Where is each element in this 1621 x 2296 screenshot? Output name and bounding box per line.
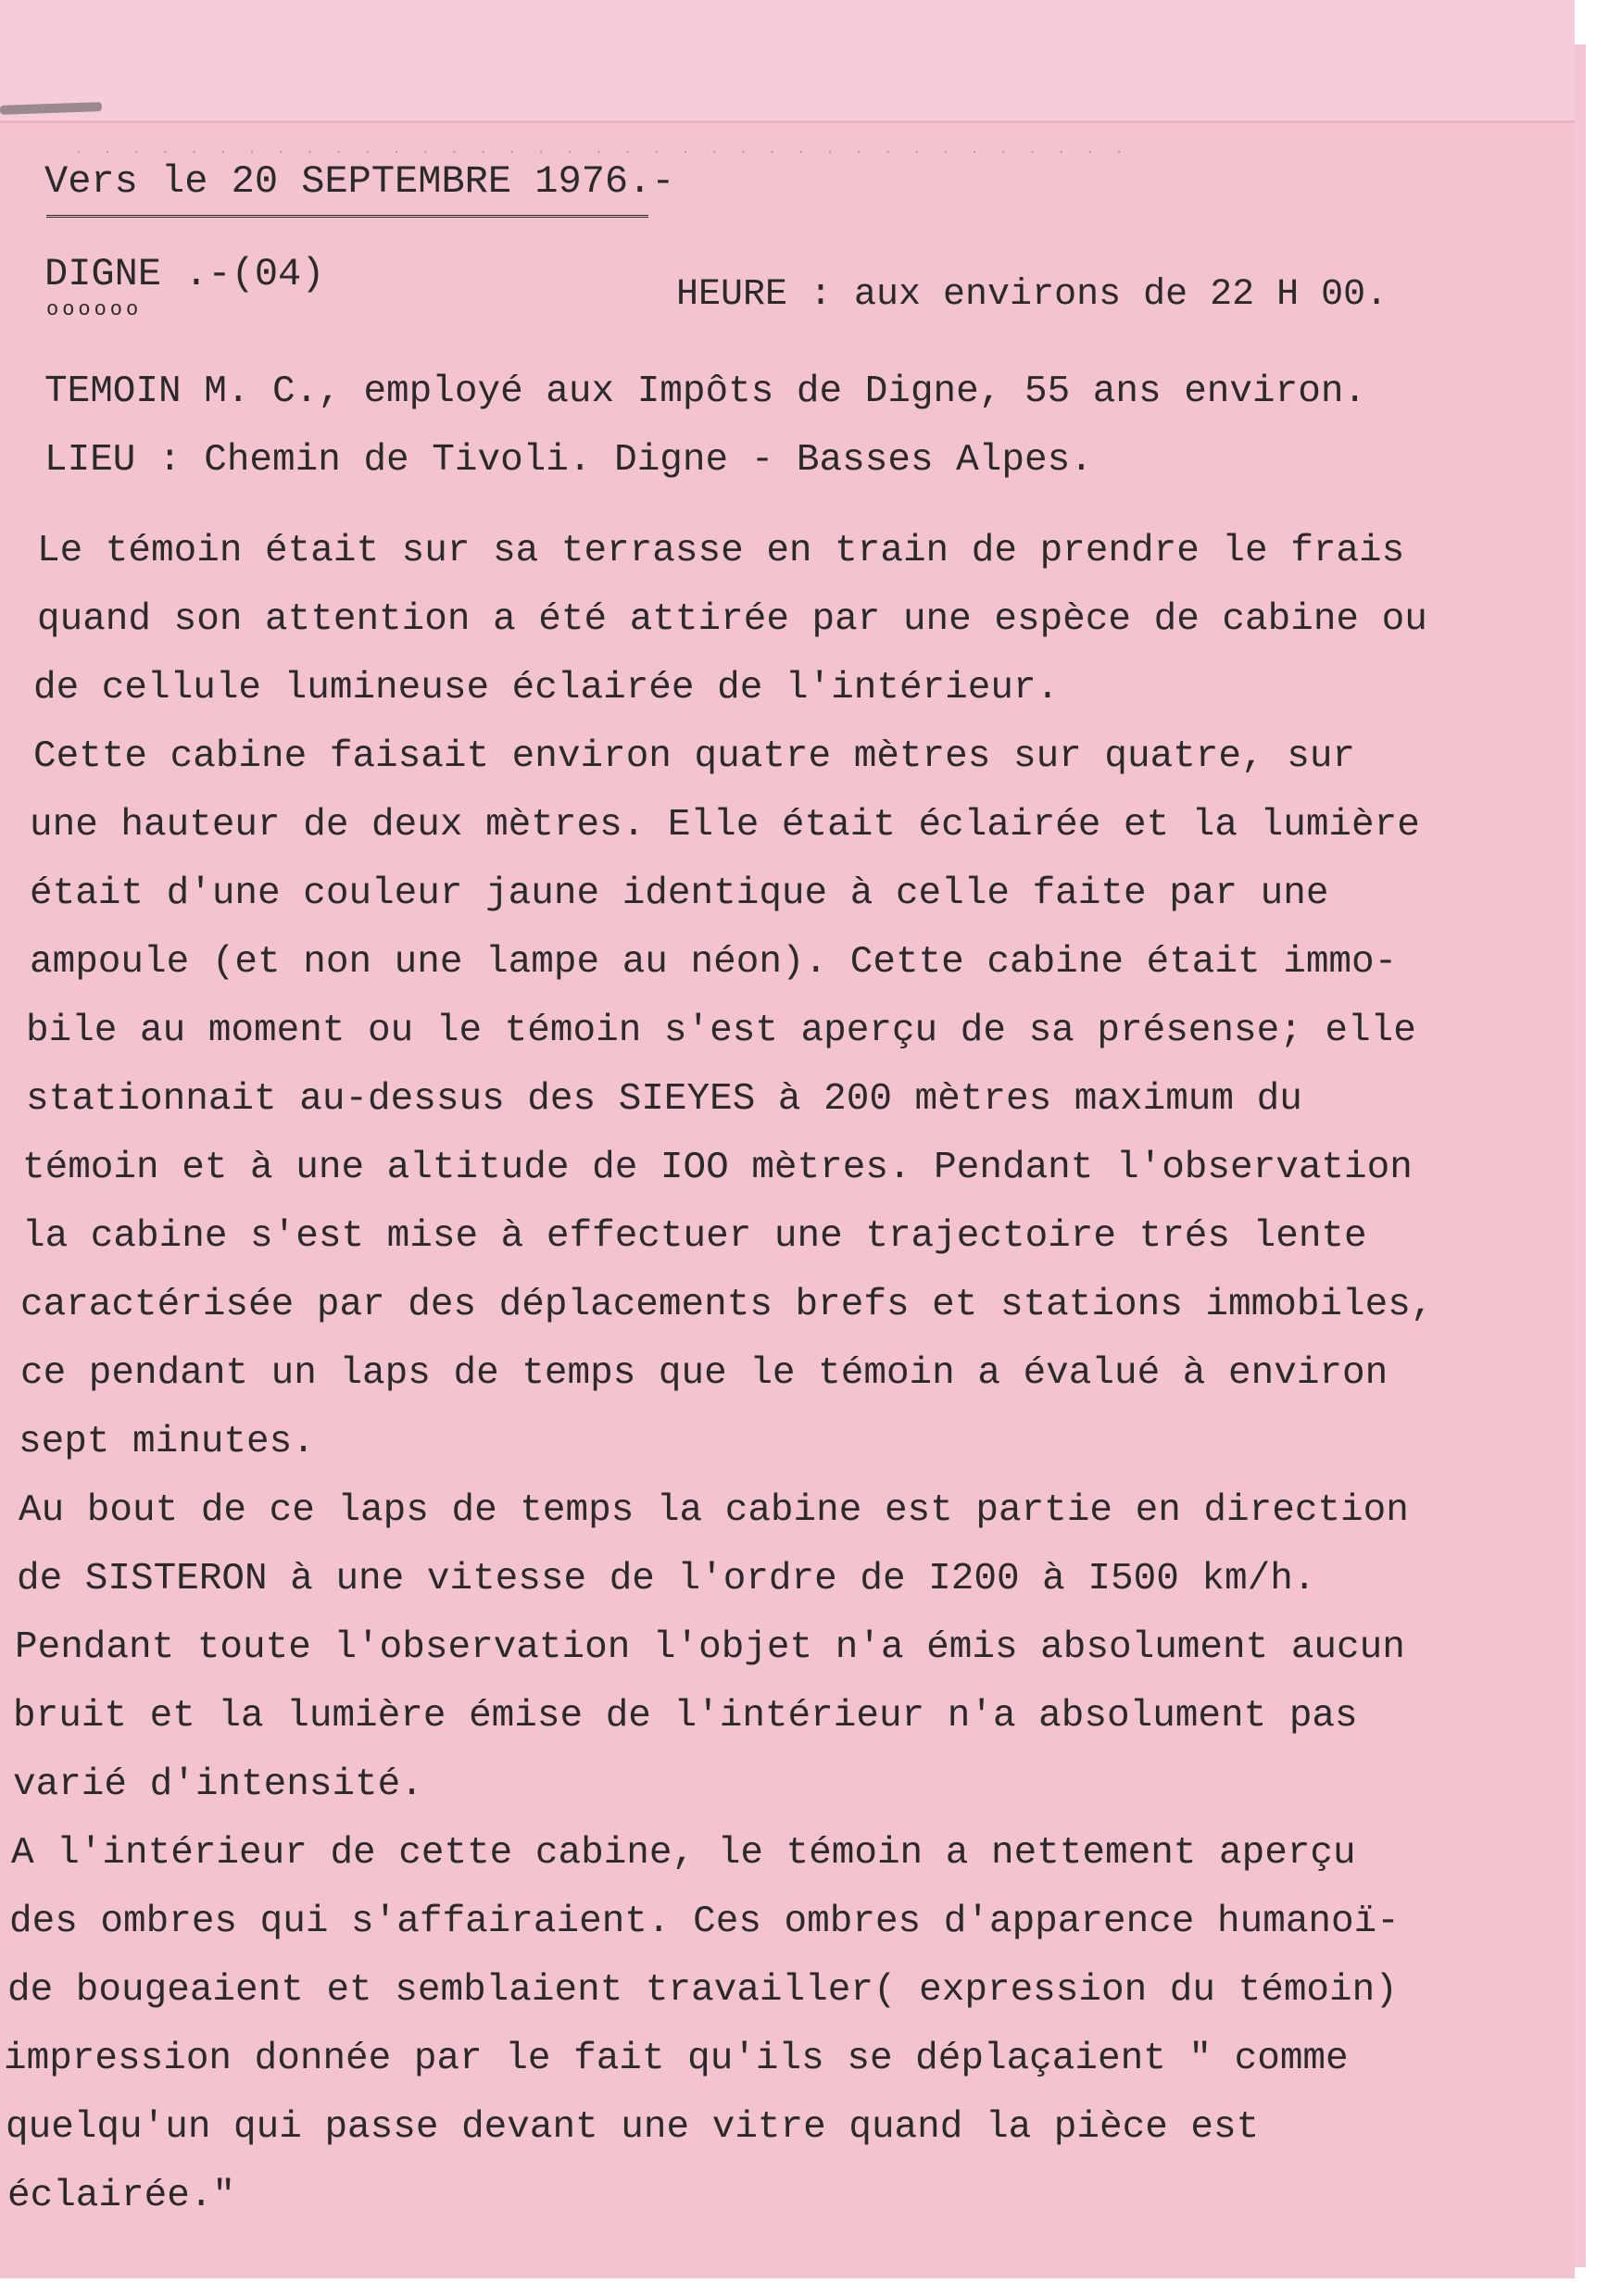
place-heading: DIGNE .-(04): [44, 252, 325, 296]
paper-fold-band: [0, 0, 1575, 123]
body-line: témoin et à une altitude de IOO mètres. Pendant l'observation: [22, 1147, 1413, 1189]
body-line: de SISTERON à une vitesse de l'ordre de I200 à I500 km/h.: [17, 1558, 1316, 1600]
body-line: ce pendant un laps de temps que le témoin a évalué à environ: [20, 1352, 1389, 1395]
date-line: Vers le 20 SEPTEMBRE 1976.-: [44, 159, 675, 204]
location-line: LIEU : Chemin de Tivoli. Digne - Basses Alpes.: [44, 439, 1093, 482]
body-line: impression donnée par le fait qu'ils se déplaçaient " comme: [4, 2038, 1349, 2080]
dotted-guide: . . . . . . . . . . . . . . . . . . . . . . . . . . . . . . . . . . . . .: [74, 141, 1129, 157]
body-line: Le témoin était sur sa terrasse en train de prendre le frais: [37, 530, 1405, 572]
body-line: la cabine s'est mise à effectuer une trajectoire trés lente: [22, 1215, 1367, 1258]
body-line: caractérisée par des déplacements brefs et stations immobiles,: [20, 1284, 1434, 1326]
body-line: bruit et la lumière émise de l'intérieur n'a absolument pas: [13, 1695, 1358, 1738]
body-line: de bougeaient et semblaient travailler( expression du témoin): [7, 1969, 1398, 2012]
body-line: de cellule lumineuse éclairée de l'intérieur.: [33, 667, 1060, 709]
body-line: A l'intérieur de cette cabine, le témoin a nettement aperçu: [11, 1832, 1356, 1875]
body-line: bile au moment ou le témoin s'est aperçu de sa présense; elle: [26, 1010, 1416, 1052]
body-line: stationnait au-dessus des SIEYES à 200 mètres maximum du: [26, 1078, 1302, 1121]
body-line: Pendant toute l'observation l'objet n'a émis absolument aucun: [15, 1626, 1405, 1669]
body-line: des ombres qui s'affairaient. Ces ombres d'apparence humanoï-: [9, 1901, 1400, 1943]
place-underline-mark: oooooo: [46, 298, 143, 321]
body-line: sept minutes.: [19, 1421, 315, 1463]
body-line: une hauteur de deux mètres. Elle était éclairée et la lumière: [30, 804, 1420, 847]
time-line: HEURE : aux environs de 22 H 00.: [676, 274, 1389, 316]
date-underline: [46, 215, 648, 223]
body-line: quand son attention a été attirée par une espèce de cabine ou: [37, 598, 1427, 641]
body-line: varié d'intensité.: [13, 1763, 423, 1806]
witness-line: TEMOIN M. C., employé aux Impôts de Digne, 55 ans environ.: [44, 370, 1367, 413]
body-line: éclairée.": [7, 2175, 236, 2217]
body-line: était d'une couleur jaune identique à celle faite par une: [30, 872, 1329, 915]
body-line: Au bout de ce laps de temps la cabine est partie en direction: [19, 1489, 1409, 1532]
body-line: quelqu'un qui passe devant une vitre quand la pièce est: [6, 2106, 1260, 2149]
body-line: ampoule (et non une lampe au néon). Cette cabine était immo-: [30, 941, 1398, 984]
body-line: Cette cabine faisait environ quatre mètres sur quatre, sur: [33, 735, 1356, 778]
